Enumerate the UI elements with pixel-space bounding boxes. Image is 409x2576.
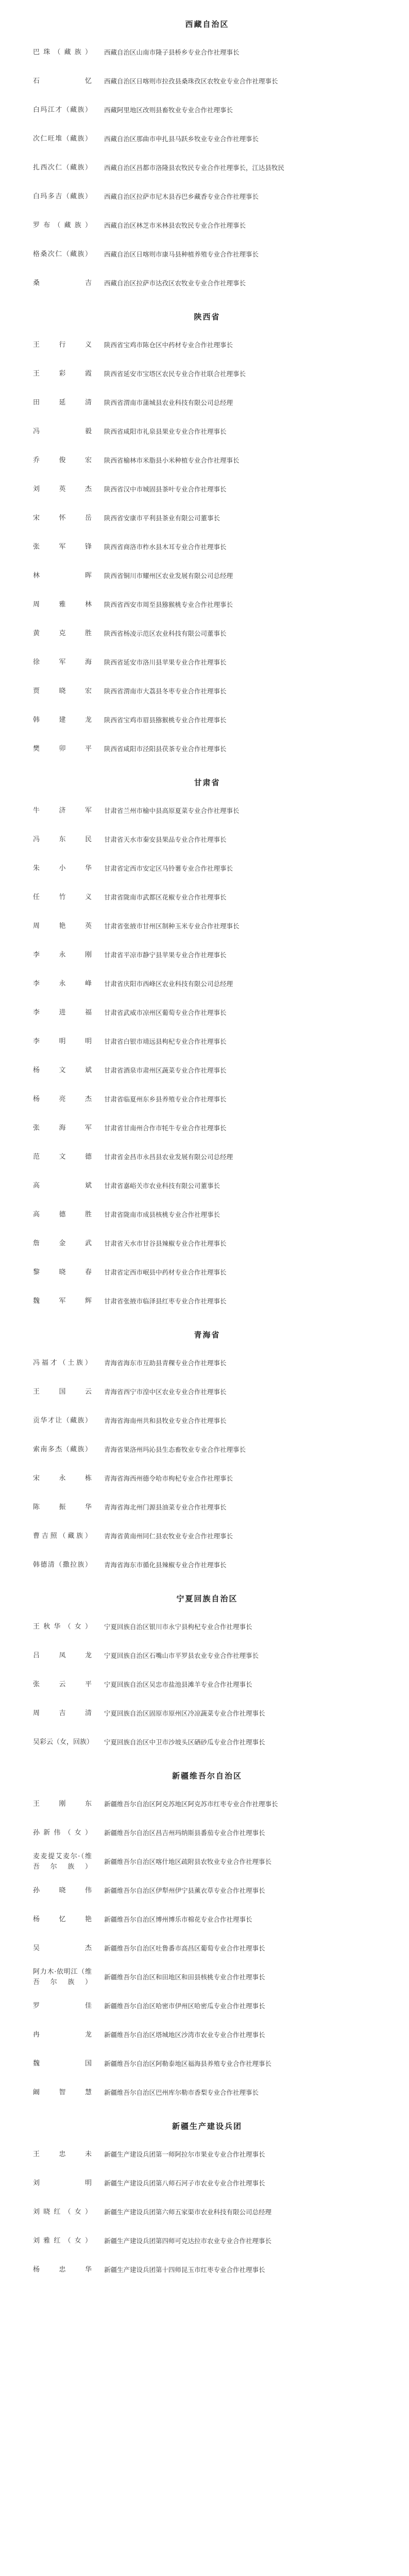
honoree-entry xyxy=(31,1027,383,1056)
honoree-entry xyxy=(31,912,383,941)
honoree-description: 宁夏回族自治区银川市永宁县枸杞专业合作社理事长 xyxy=(104,1623,252,1631)
honoree-name: 刘雅红（女） xyxy=(33,2237,92,2245)
honoree-name: 吕凤龙 xyxy=(33,1652,92,1659)
honoree-entry xyxy=(31,360,383,388)
honoree-description: 新疆维吾尔自治区阿勒泰地区福海县养殖专业合作社理事长 xyxy=(104,2060,272,2067)
region-section xyxy=(31,310,383,764)
honoree-description: 宁夏回族自治区中卫市沙坡头区硒砂瓜专业合作社理事长 xyxy=(104,1738,265,1746)
section-title: 新疆生产建设兵团 xyxy=(172,2122,242,2131)
honoree-name: 宋怀岳 xyxy=(33,514,92,522)
honoree-entry xyxy=(31,388,383,417)
honoree-description: 陕西省渭南市蒲城县农业科技有限公司总经理 xyxy=(104,399,233,406)
honoree-entry xyxy=(31,1229,383,1258)
honoree-entry xyxy=(31,648,383,677)
honoree-entry xyxy=(31,182,383,211)
honoree-entry xyxy=(31,1905,383,1934)
honoree-description: 新疆维吾尔自治区吐鲁番市高昌区葡萄专业合作社理事长 xyxy=(104,1944,265,1952)
honoree-description: 新疆维吾尔自治区和田地区和田县核桃专业合作社理事长 xyxy=(104,1973,265,1981)
honoree-description: 新疆维吾尔自治区昌吉州玛纳斯县番茄专业合作社理事长 xyxy=(104,1829,265,1837)
honoree-entry xyxy=(31,1934,383,1963)
honoree-entry xyxy=(31,1085,383,1114)
honoree-name: 林晖 xyxy=(33,572,92,580)
honoree-description: 陕西省铜川市耀州区农业发展有限公司总经理 xyxy=(104,572,233,580)
honoree-entry xyxy=(31,1287,383,1316)
honoree-entry xyxy=(31,1406,383,1435)
honoree-name: 韩德清（撒拉族） xyxy=(33,1561,92,1569)
honoree-name: 任竹义 xyxy=(33,893,92,901)
honoree-name: 周艳英 xyxy=(33,922,92,930)
honoree-entry xyxy=(31,1258,383,1287)
honoree-name: 李永峰 xyxy=(33,980,92,988)
honoree-description: 陕西省咸阳市泾阳县茯茶专业合作社理事长 xyxy=(104,745,227,753)
honoree-entry xyxy=(31,1728,383,1757)
honoree-name: 王刚东 xyxy=(33,1800,92,1808)
honoree-description: 西藏自治区昌都市洛隆县农牧民专业合作社理事长，江达县牧民 xyxy=(104,164,285,172)
honoree-description: 新疆生产建设兵团第四师可克达拉市农业专业合作社理事长 xyxy=(104,2237,272,2245)
section-title: 甘肃省 xyxy=(194,778,220,787)
honoree-name: 杨亮杰 xyxy=(33,1095,92,1103)
honoree-description: 宁夏回族自治区吴忠市盐池县滩羊专业合作社理事长 xyxy=(104,1681,252,1688)
honoree-name: 次仁旺堆（藏族） xyxy=(33,135,92,143)
honoree-entry xyxy=(31,941,383,970)
honoree-name: 张海军 xyxy=(33,1124,92,1132)
honoree-name: 朱小华 xyxy=(33,865,92,872)
honoree-description: 甘肃省天水市秦安县果品专业合作社理事长 xyxy=(104,836,227,843)
honoree-name: 陈振华 xyxy=(33,1503,92,1511)
honoree-description: 西藏自治区日喀则市拉孜县桑珠孜区农牧业专业合作社理事长 xyxy=(104,77,278,85)
honoree-name: 贾晓宏 xyxy=(33,687,92,695)
honoree-entry xyxy=(31,590,383,619)
honoree-name: 王忠未 xyxy=(33,2150,92,2158)
honoree-name: 高斌 xyxy=(33,1182,92,1190)
honoree-description: 陕西省咸阳市礼泉县果业专业合作社理事长 xyxy=(104,428,227,435)
honoree-description: 甘肃省嘉峪关市农业科技有限公司董事长 xyxy=(104,1182,220,1190)
honoree-description: 陕西省延安市宝塔区农民专业合作社联合社理事长 xyxy=(104,370,246,378)
honoree-name: 冉龙 xyxy=(33,2031,92,2039)
honoree-name: 白玛江才（藏族） xyxy=(33,106,92,114)
honoree-entry xyxy=(31,1114,383,1143)
honoree-description: 西藏自治区日喀则市康马县种植养殖专业合作社理事长 xyxy=(104,250,259,258)
honoree-description: 甘肃省金昌市永昌县农业发展有限公司总经理 xyxy=(104,1153,233,1161)
honoree-entry xyxy=(31,1493,383,1522)
honoree-entry xyxy=(31,533,383,562)
honoree-description: 陕西省杨凌示范区农业科技有限公司董事长 xyxy=(104,630,227,637)
honoree-name: 孙新伟（女） xyxy=(33,1829,92,1837)
honoree-description: 新疆维吾尔自治区哈密市伊州区哈密瓜专业合作社理事长 xyxy=(104,2002,265,2010)
honoree-description: 甘肃省白银市靖远县枸杞专业合作社理事长 xyxy=(104,1038,227,1045)
honoree-description: 西藏自治区那曲市申扎县马跃乡牧业专业合作社理事长 xyxy=(104,135,259,143)
honoree-entry xyxy=(31,2078,383,2107)
honoree-entry xyxy=(31,677,383,706)
honoree-name: 阿力木·依明江（维吾尔族） xyxy=(33,1968,92,1986)
section-title: 新疆维吾尔自治区 xyxy=(172,1771,242,1781)
honoree-name: 孙晓伟 xyxy=(33,1887,92,1894)
honoree-name: 牛济军 xyxy=(33,807,92,815)
honoree-name: 周吉清 xyxy=(33,1709,92,1717)
honoree-entry xyxy=(31,1641,383,1670)
honoree-name: 刘晓红（女） xyxy=(33,2208,92,2216)
honoree-entry xyxy=(31,2198,383,2227)
honoree-description: 西藏自治区拉萨市达孜区农牧业专业合作社理事长 xyxy=(104,279,246,287)
honoree-description: 宁夏回族自治区固原市原州区冷凉蔬菜专业合作社理事长 xyxy=(104,1709,265,1717)
honoree-name: 李永刚 xyxy=(33,951,92,959)
honoree-name: 高德胜 xyxy=(33,1211,92,1218)
honoree-description: 陕西省榆林市米脂县小米种植专业合作社理事长 xyxy=(104,456,240,464)
honoree-name: 巴珠（藏族） xyxy=(33,48,92,56)
honoree-name: 田延清 xyxy=(33,399,92,406)
honoree-description: 陕西省商洛市柞水县木耳专业合作社理事长 xyxy=(104,543,227,551)
honoree-entry xyxy=(31,1819,383,1848)
honoree-entry xyxy=(31,1699,383,1728)
honoree-name: 桑吉 xyxy=(33,279,92,287)
honoree-description: 西藏阿里地区改则县畜牧业专业合作社理事长 xyxy=(104,106,233,114)
honoree-name: 杨忠华 xyxy=(33,2266,92,2274)
honoree-entry xyxy=(31,1613,383,1641)
document-body xyxy=(31,0,383,2284)
honoree-entry xyxy=(31,1876,383,1905)
honoree-name: 索南多杰（藏族） xyxy=(33,1446,92,1453)
honoree-description: 甘肃省甘南州合作市牦牛专业合作社理事长 xyxy=(104,1124,227,1132)
honoree-name: 刘明 xyxy=(33,2179,92,2187)
honoree-name: 詹金武 xyxy=(33,1240,92,1247)
honoree-name: 杨文斌 xyxy=(33,1066,92,1074)
honoree-description: 宁夏回族自治区石嘴山市平罗县农业专业合作社理事长 xyxy=(104,1652,259,1659)
honoree-name: 麦麦提艾麦尔·（维吾尔族） xyxy=(33,1853,92,1871)
honoree-description: 新疆维吾尔自治区巴州库尔勒市香梨专业合作社理事长 xyxy=(104,2089,259,2096)
honoree-entry xyxy=(31,1056,383,1085)
honoree-entry xyxy=(31,125,383,154)
honoree-name: 杨忆艳 xyxy=(33,1916,92,1923)
honoree-entry xyxy=(31,883,383,912)
honoree-entry xyxy=(31,154,383,182)
honoree-name: 刘英杰 xyxy=(33,485,92,493)
honoree-entry xyxy=(31,1200,383,1229)
honoree-description: 西藏自治区拉萨市尼木县吞巴乡藏香专业合作社理事长 xyxy=(104,193,259,200)
honoree-entry xyxy=(31,1848,383,1876)
honoree-entry xyxy=(31,1143,383,1172)
honoree-name: 张云平 xyxy=(33,1681,92,1688)
section-title: 西藏自治区 xyxy=(185,20,229,29)
honoree-description: 陕西省宝鸡市眉县猕猴桃专业合作社理事长 xyxy=(104,716,227,724)
honoree-entry xyxy=(31,970,383,998)
honoree-entry xyxy=(31,240,383,269)
honoree-description: 新疆维吾尔自治区博州博乐市棉花专业合作社理事长 xyxy=(104,1916,252,1923)
honoree-description: 陕西省延安市洛川县苹果专业合作社理事长 xyxy=(104,658,227,666)
honoree-entry xyxy=(31,417,383,446)
honoree-entry xyxy=(31,1464,383,1493)
section-title: 宁夏回族自治区 xyxy=(176,1594,238,1603)
honoree-description: 青海省果洛州玛沁县生态畜牧业专业合作社理事长 xyxy=(104,1446,246,1453)
honoree-entry xyxy=(31,1790,383,1819)
honoree-description: 甘肃省陇南市武都区花椒专业合作社理事长 xyxy=(104,893,227,901)
honoree-entry xyxy=(31,331,383,360)
honoree-entry xyxy=(31,562,383,590)
honoree-name: 韩建龙 xyxy=(33,716,92,724)
honoree-name: 吴彩云（女，回族） xyxy=(33,1738,94,1746)
honoree-entry xyxy=(31,619,383,648)
region-section xyxy=(31,1328,383,1580)
honoree-entry xyxy=(31,211,383,240)
honoree-entry xyxy=(31,1522,383,1551)
honoree-description: 青海省海东市循化县辣椒专业合作社理事长 xyxy=(104,1561,227,1569)
honoree-name: 黄克胜 xyxy=(33,630,92,637)
honoree-description: 陕西省西安市周至县猕猴桃专业合作社理事长 xyxy=(104,601,233,608)
honoree-entry xyxy=(31,2140,383,2169)
honoree-name: 李进福 xyxy=(33,1009,92,1016)
honoree-entry xyxy=(31,475,383,504)
honoree-name: 徐军海 xyxy=(33,658,92,666)
region-section xyxy=(31,2120,383,2284)
honoree-name: 樊卯平 xyxy=(33,745,92,753)
honoree-description: 新疆生产建设兵团第十四师昆玉市红枣专业合作社理事长 xyxy=(104,2266,265,2274)
honoree-entry xyxy=(31,269,383,298)
section-title: 青海省 xyxy=(194,1330,220,1340)
honoree-entry xyxy=(31,706,383,735)
honoree-entry xyxy=(31,2256,383,2284)
honoree-entry xyxy=(31,2049,383,2078)
honoree-name: 魏军辉 xyxy=(33,1297,92,1305)
honoree-description: 新疆生产建设兵团第六师五家渠市农业科技有限公司总经理 xyxy=(104,2208,272,2216)
honoree-entry xyxy=(31,1963,383,1992)
honoree-name: 罗布（藏族） xyxy=(33,222,92,229)
honoree-name: 黎晓春 xyxy=(33,1268,92,1276)
region-section xyxy=(31,776,383,1316)
honoree-description: 甘肃省天水市甘谷县辣椒专业合作社理事长 xyxy=(104,1240,227,1247)
honoree-name: 格桑次仁（藏族） xyxy=(33,250,92,258)
honoree-description: 甘肃省临夏州东乡县养殖专业合作社理事长 xyxy=(104,1095,227,1103)
honoree-name: 石忆 xyxy=(33,77,92,85)
honoree-description: 甘肃省武威市凉州区葡萄专业合作社理事长 xyxy=(104,1009,227,1016)
honoree-description: 新疆维吾尔自治区伊犁州伊宁县薰衣草专业合作社理事长 xyxy=(104,1887,265,1894)
honoree-name: 冯毅 xyxy=(33,428,92,435)
honoree-description: 甘肃省定西市安定区马铃薯专业合作社理事长 xyxy=(104,865,233,872)
honoree-entry xyxy=(31,446,383,475)
honoree-name: 王彩霞 xyxy=(33,370,92,378)
honoree-name: 王秋华（女） xyxy=(33,1623,92,1631)
honoree-description: 新疆生产建设兵团第一师阿拉尔市果业专业合作社理事长 xyxy=(104,2150,265,2158)
honoree-name: 王行义 xyxy=(33,341,92,349)
honoree-entry xyxy=(31,1378,383,1406)
honoree-description: 青海省海北州门源县油菜专业合作社理事长 xyxy=(104,1503,227,1511)
honoree-entry xyxy=(31,67,383,96)
honoree-description: 新疆维吾尔自治区喀什地区疏附县农牧业专业合作社理事长 xyxy=(104,1858,272,1866)
honoree-name: 范文德 xyxy=(33,1153,92,1161)
honoree-name: 冯东民 xyxy=(33,836,92,843)
honoree-description: 甘肃省兰州市榆中县高原夏菜专业合作社理事长 xyxy=(104,807,240,815)
honoree-description: 青海省海西州德令哈市枸杞专业合作社理事长 xyxy=(104,1475,233,1482)
honoree-entry xyxy=(31,998,383,1027)
section-title: 陕西省 xyxy=(194,312,220,321)
honoree-description: 甘肃省张掖市甘州区制种玉米专业合作社理事长 xyxy=(104,922,240,930)
honoree-entry xyxy=(31,796,383,825)
region-section xyxy=(31,18,383,298)
honoree-entry xyxy=(31,825,383,854)
honoree-name: 白玛多吉（藏族） xyxy=(33,193,92,200)
honoree-name: 吴杰 xyxy=(33,1944,92,1952)
honoree-entry xyxy=(31,1172,383,1200)
honoree-description: 西藏自治区林芝市米林县农牧民专业合作社理事长 xyxy=(104,222,246,229)
honoree-description: 新疆生产建设兵团第八师石河子市农业专业合作社理事长 xyxy=(104,2179,265,2187)
honoree-description: 甘肃省陇南市成县核桃专业合作社理事长 xyxy=(104,1211,220,1218)
honoree-description: 陕西省安康市平利县茶业有限公司董事长 xyxy=(104,514,220,522)
honoree-entry xyxy=(31,2021,383,2049)
honoree-description: 青海省海东市互助县青稞专业合作社理事长 xyxy=(104,1359,227,1367)
honoree-entry xyxy=(31,735,383,764)
honoree-name: 扎西次仁（藏族） xyxy=(33,164,92,172)
honoree-name: 张军锋 xyxy=(33,543,92,551)
honoree-entry xyxy=(31,1992,383,2021)
honoree-name: 王国云 xyxy=(33,1388,92,1396)
honoree-name: 冯福才（土族） xyxy=(33,1359,92,1367)
honoree-entry xyxy=(31,1349,383,1378)
honoree-description: 新疆维吾尔自治区阿克苏地区阿克苏市红枣专业合作社理事长 xyxy=(104,1800,278,1808)
honoree-description: 甘肃省庆阳市西峰区农业科技有限公司总经理 xyxy=(104,980,233,988)
honoree-description: 青海省黄南州同仁县农牧业专业合作社理事长 xyxy=(104,1532,233,1540)
honoree-name: 阚智慧 xyxy=(33,2089,92,2096)
honoree-name: 贡华才让（藏族） xyxy=(33,1417,92,1425)
honoree-description: 陕西省渭南市大荔县冬枣专业合作社理事长 xyxy=(104,687,227,695)
honoree-name: 周雅林 xyxy=(33,601,92,608)
honoree-entry xyxy=(31,854,383,883)
honoree-entry xyxy=(31,1435,383,1464)
honoree-entry xyxy=(31,504,383,533)
honoree-name: 宋永栋 xyxy=(33,1475,92,1482)
honoree-entry xyxy=(31,2169,383,2198)
honoree-entry xyxy=(31,1551,383,1580)
honoree-entry xyxy=(31,1670,383,1699)
honoree-description: 甘肃省平凉市静宁县苹果专业合作社理事长 xyxy=(104,951,227,959)
honoree-description: 陕西省汉中市城固县茶叶专业合作社理事长 xyxy=(104,485,227,493)
honoree-name: 李明明 xyxy=(33,1038,92,1045)
honoree-description: 甘肃省定西市岷县中药材专业合作社理事长 xyxy=(104,1268,227,1276)
honoree-entry xyxy=(31,2227,383,2256)
honoree-description: 青海省海南州共和县牧业专业合作社理事长 xyxy=(104,1417,227,1425)
honoree-description: 陕西省宝鸡市陈仓区中药材专业合作社理事长 xyxy=(104,341,233,349)
honoree-name: 曹吉照（藏族） xyxy=(33,1532,92,1540)
honoree-description: 新疆维吾尔自治区塔城地区沙湾市农业专业合作社理事长 xyxy=(104,2031,265,2039)
honoree-name: 罗佳 xyxy=(33,2002,92,2010)
honoree-entry xyxy=(31,38,383,67)
region-section xyxy=(31,1769,383,2107)
honoree-description: 甘肃省张掖市临泽县红枣专业合作社理事长 xyxy=(104,1297,227,1305)
honoree-description: 西藏自治区山南市隆子县桥乡专业合作社理事长 xyxy=(104,48,240,56)
honoree-description: 甘肃省酒泉市肃州区蔬菜专业合作社理事长 xyxy=(104,1066,227,1074)
region-section xyxy=(31,1592,383,1757)
honoree-name: 魏国 xyxy=(33,2060,92,2067)
honoree-description: 青海省西宁市湟中区农业专业合作社理事长 xyxy=(104,1388,227,1396)
honoree-name: 乔俊宏 xyxy=(33,456,92,464)
honoree-entry xyxy=(31,96,383,125)
